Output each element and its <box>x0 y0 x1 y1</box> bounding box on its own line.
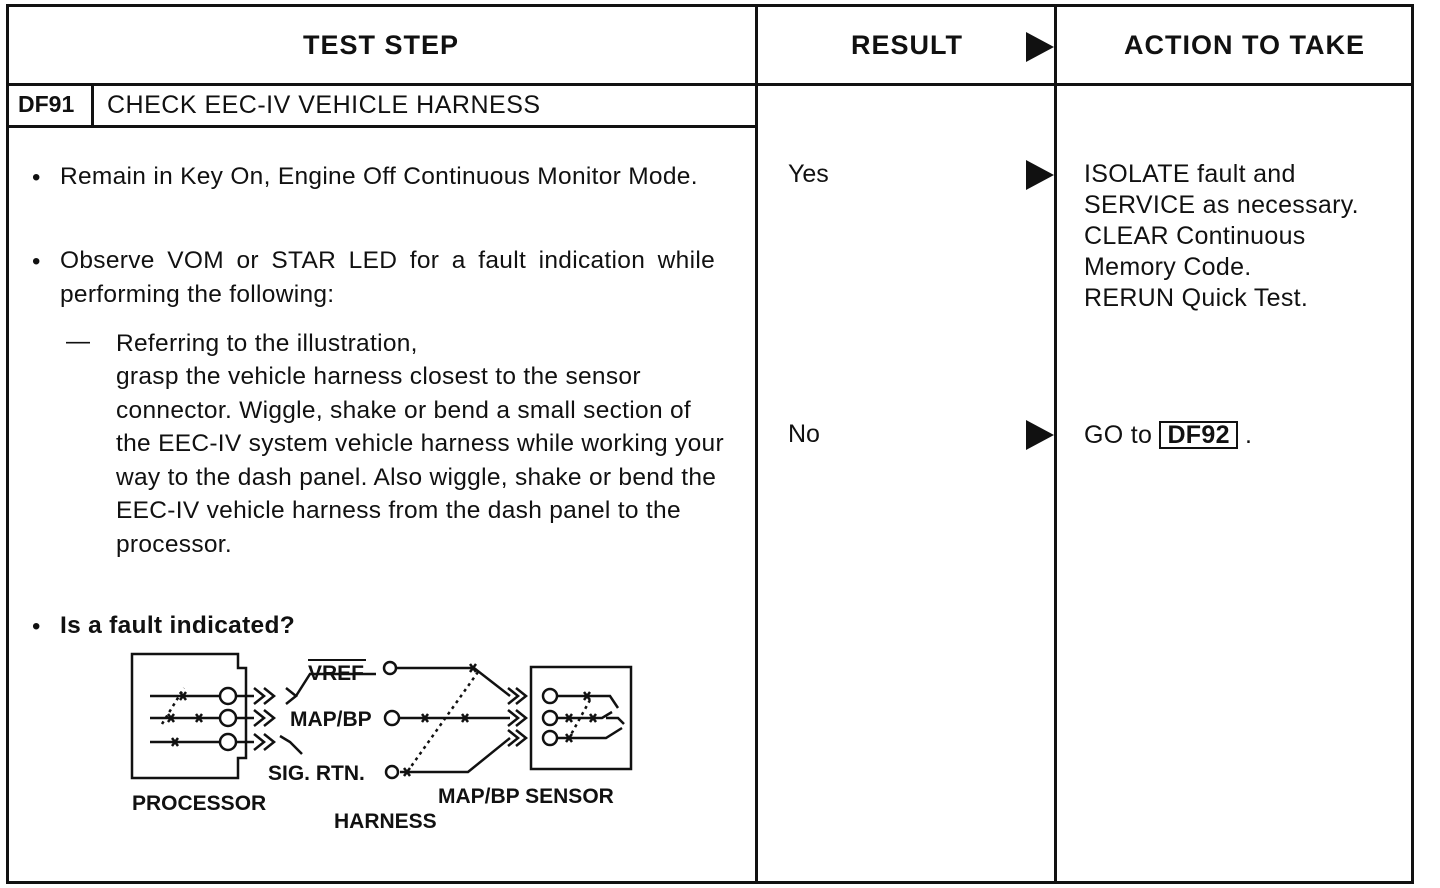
result-no: No <box>788 420 820 448</box>
step-id-divider <box>91 84 94 126</box>
step-title-divider <box>6 125 758 128</box>
map-bp-label: MAP/BP <box>290 708 372 731</box>
step-instruction-2: Observe VOM or STAR LED for a fault indication while performing the following: <box>60 247 715 308</box>
column-divider <box>1054 4 1057 884</box>
step-reference-df92[interactable]: DF92 <box>1159 421 1237 449</box>
sensor-label: MAP/BP SENSOR <box>438 785 614 808</box>
arrow-right-icon <box>1026 160 1054 190</box>
action-no <box>1084 420 1404 451</box>
arrow-right-icon <box>1026 420 1054 450</box>
harness-label: HARNESS <box>334 810 437 833</box>
action-prefix: GO to <box>1084 421 1153 449</box>
action-suffix: . <box>1245 421 1253 449</box>
action-line: RERUN Quick Test. <box>1084 284 1309 312</box>
processor-box <box>132 654 246 778</box>
dash-icon: — <box>66 328 90 355</box>
sig-rtn-label: SIG. RTN. <box>268 762 365 785</box>
step-question: Is a fault indicated? <box>60 612 296 639</box>
result-yes: Yes <box>788 160 829 188</box>
arrow-right-icon <box>1026 32 1054 62</box>
column-divider <box>755 4 758 884</box>
header-test-step: TEST STEP <box>303 30 460 60</box>
action-line: SERVICE as necessary. <box>1084 191 1359 219</box>
header-divider <box>6 83 1414 86</box>
header-result: RESULT <box>851 30 963 60</box>
bullet-icon: • <box>32 164 41 191</box>
action-line: Memory Code. <box>1084 253 1252 281</box>
step-subinstruction: grasp the vehicle harness closest to the sensor connector. Wiggle, shake or bend a small section of the EEC-IV system vehicle harness while working your way to the dash panel. Also wiggle, shake or bend the EEC-IV vehicle harness from the dash panel to the processor. <box>116 363 724 558</box>
bullet-icon: • <box>32 613 41 640</box>
processor-label: PROCESSOR <box>132 792 267 815</box>
action-line: ISOLATE fault and <box>1084 160 1296 188</box>
wiring-diagram <box>120 648 650 838</box>
step-instruction-1: Remain in Key On, Engine Off Continuous Monitor Mode. <box>60 163 698 190</box>
action-line: CLEAR Continuous <box>1084 222 1306 250</box>
vref-label: VREF <box>308 662 365 685</box>
action-yes <box>1084 159 1404 314</box>
step-title: CHECK EEC-IV VEHICLE HARNESS <box>107 91 541 119</box>
header-action: ACTION TO TAKE <box>1124 30 1365 60</box>
step-subinstruction-line1: Referring to the illustration, <box>116 330 418 357</box>
bullet-icon: • <box>32 248 41 275</box>
step-id: DF91 <box>18 91 75 117</box>
